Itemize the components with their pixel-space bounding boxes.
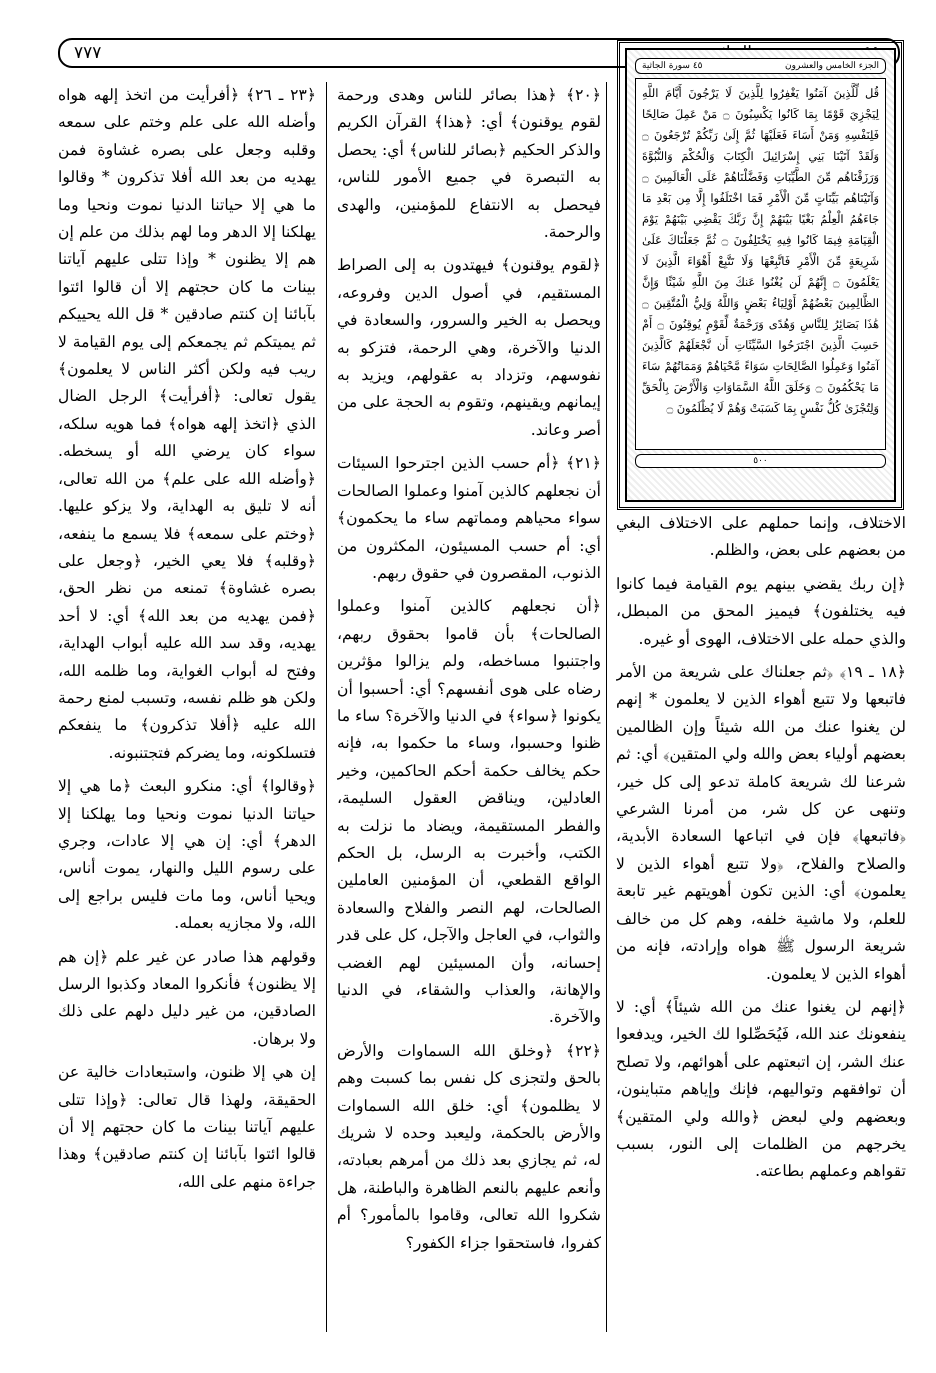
- paragraph: ﴿إنهم لن يغنوا عنك من الله شيئاً﴾ أي: لا ينفعونك عند الله، فَيُحَصِّلوا لك الخير، ويدفعوا عنك الشر، إن اتبعتهم على أهوائهم، ولا تصلح أن توافقهم وتواليهم، فإنك وإياهم متباينون، وبعضهم ولي لبعض ﴿والله ولي المتقين﴾ يخرجهم من الظلمات إلى النور، بسبب تقواهم وعملهم بطاعته.: [616, 997, 906, 1181]
- paragraph: إن هي إلا ظنون، واستبعادات خالية عن الحقيقة، ولهذا قال تعالى: ﴿وإذا تتلى عليهم آياتنا بينات ما كان حجتهم إلا أن قالوا ائتوا بآبائنا إن كنتم صادقين﴾ وهذا جراءة منهم على الله،: [58, 1063, 316, 1191]
- page-number: ٧٧٧: [74, 43, 102, 63]
- paragraph: ﴿٢٢﴾ ﴿وخلق الله السماوات والأرض بالحق ولتجزى كل نفس بما كسبت وهم لا يظلمون﴾ أي: خلق الله السماوات والأرض بالحكمة، وليعبد وحده لا شريك له، ثم يجازي بعد ذلك من أمرهم بعبادته، وأنعم عليهم بالنعم الظاهرة والباطنة، هل شكروا الله تعالى، وقاموا بالمأمور؟ أم كفروا، فاستحقوا جزاء الكفور؟: [337, 1041, 601, 1252]
- paragraph: ﴿٢١﴾ ﴿أم حسب الذين اجترحوا السيئات أن نجعلهم كالذين آمنوا وعملوا الصالحات سواء محياهم ومماتهم ساء ما يحكمون﴾ أي: أم حسب المسيئون، المكثرون من الذنوب، المقصرون في حقوق ربهم.: [337, 454, 601, 582]
- paragraph: ﴿٢٠﴾ ﴿هذا بصائر للناس وهدى ورحمة لقوم يوقنون﴾ أي: ﴿هذا﴾ القرآن الكريم والذكر الحكيم ﴿بصائر للناس﴾ أي: يحصل به التبصرة في جميع الأمور للناس، فيحصل به الانتفاع للمؤمنين، والهدى والرحمة.: [337, 86, 601, 242]
- surah-label: ٤٥ سورة الجاثية: [642, 61, 703, 71]
- paragraph: الاختلاف، وإنما حملهم على الاختلاف البغي من بعضهم على بعض، والظلم.: [616, 514, 906, 560]
- juz-label: الجزء الخامس والعشرون: [785, 61, 879, 71]
- paragraph: ﴿٢٣ ـ ٢٦﴾ ﴿أفرأيت من اتخذ إلهه هواه وأضله الله على علم وختم على سمعه وقلبه وجعل على بصره غشاوة فمن يهديه من بعد الله أفلا تذكرون * وقالوا ما هي إلا حياتنا الدنيا نموت ونحيا وما يهلكنا إلا الدهر وما لهم بذلك من علم إن هم إلا يظنون * وإذا تتلى عليهم آياتنا بينات ما كان حجتهم إلا أن قالوا ائتوا بآبائنا إن كنتم صادقين * قل الله يحييكم ثم يميتكم ثم يجمعكم إلى يوم القيامة لا ريب فيه ولكن أكثر الناس لا يعلمون﴾ يقول تعالى: ﴿أفرأيت﴾ الرجل الضال الذي ﴿اتخذ إلهه هواه﴾ فما هويه سلكه، سواء كان يرضي الله أو يسخطه. ﴿وأضله الله على علم﴾ من الله تعالى، أنه لا تليق به الهداية، ولا يزكو عليها. ﴿وختم على سمعه﴾ فلا يسمع ما ينفعه، ﴿وقلبه﴾ فلا يعي الخير، ﴿وجعل على بصره غشاوة﴾ تمنعه من نظر الحق، ﴿فمن يهديه من بعد الله﴾ أي: لا أحد يهديه، وقد سد الله عليه أبواب الهداية، وفتح له أبواب الغواية، وما ظلمه الله، ولكن هو ظلم نفسه، وتسبب لمنع رحمة الله عليه ﴿أفلا تذكرون﴾ ما ينفعكم فتسلكونه، وما يضركم فتجتنبونه.: [58, 86, 316, 762]
- paragraph: وقولهم هذا صادر عن غير علم ﴿إن هم إلا يظنون﴾ فأنكروا المعاد وكذبوا الرسل الصادقين، من غير دليل دلهم على ذلك ولا برهان.: [58, 947, 316, 1048]
- text-column-left: [58, 82, 316, 1352]
- column-divider: [326, 82, 327, 1332]
- paragraph: ﴿إن ربك يقضي بينهم يوم القيامة فيما كانوا فيه يختلفون﴾ فيميز المحق من المبطل، والذي حمله على الاختلاف، الهوى أو غيره.: [616, 574, 906, 648]
- quran-text-box: [617, 40, 904, 510]
- text-column-middle: [337, 82, 601, 1352]
- paragraph: ﴿١٨ ـ ١٩﴾ ﴿ثم جعلناك على شريعة من الأمر فاتبعها ولا تتبع أهواء الذين لا يعلمون * إنهم لن يغنوا عنك من الله شيئاً وإن الظالمين بعضهم أولياء بعض والله ولي المتقين﴾ أي: ثم شرعنا لك شريعة كاملة تدعو إلى كل خير، وتنهى عن كل شر، من أمرنا الشرعي ﴿فاتبعها﴾ فإن في اتباعها السعادة الأبدية، والصلاح والفلاح، ﴿ولا تتبع أهواء الذين لا يعلمون﴾ أي: الذين تكون أهويتهم غير تابعة للعلم، ولا ماشية خلفه، وهم كل من خالف شريعة الرسول ﷺ هواه وإرادته، فإنه من أهواء الذين لا يعلمون.: [616, 663, 906, 983]
- paragraph: ﴿أن نجعلهم كالذين آمنوا وعملوا الصالحات﴾ بأن قاموا بحقوق ربهم، واجتنبوا مساخطه، ولم يزالوا مؤثرين رضاه على هوى أنفسهم؟ أي: أحسبوا أن يكونوا ﴿سواء﴾ في الدنيا والآخرة؟ ساء ما ظنوا وحسبوا، وساء ما حكموا به، فإنه حكم يخالف حكمة أحكم الحاكمين، وخير العادلين، ويناقض العقول السليمة، والفطر المستقيمة، ويضاد ما نزلت به الكتب، وأخبرت به الرسل، بل الحكم الواقع القطعي، أن المؤمنين العاملين الصالحات، لهم النصر والفلاح والسعادة والثواب، في العاجل والآجل، كل على قدر إحسانه، وأن المسيئين لهم الغضب والإهانة، والعذاب والشقاء، في الدنيا والآخرة.: [337, 597, 601, 1027]
- mushaf-page-number: ٥٠٠: [635, 454, 886, 468]
- quran-verses: قُل لِّلَّذِينَ آمَنُوا يَغْفِرُوا لِلَّذِينَ لَا يَرْجُونَ أَيَّامَ اللَّهِ لِيَجْزِيَ قَوْمًا بِمَا كَانُوا يَكْسِبُونَ ۝ مَنْ عَمِلَ صَالِحًا فَلِنَفْسِهِ وَمَنْ أَسَاءَ فَعَلَيْهَا ثُمَّ إِلَىٰ رَبِّكُمْ تُرْجَعُونَ ۝ وَلَقَدْ آتَيْنَا بَنِي إِسْرَائِيلَ الْكِتَابَ وَالْحُكْمَ وَالنُّبُوَّةَ وَرَزَقْنَاهُم مِّنَ الطَّيِّبَاتِ وَفَضَّلْنَاهُمْ عَلَى الْعَالَمِينَ ۝ وَآتَيْنَاهُم بَيِّنَاتٍ مِّنَ الْأَمْرِ فَمَا اخْتَلَفُوا إِلَّا مِن بَعْدِ مَا جَاءَهُمُ الْعِلْمُ بَغْيًا بَيْنَهُمْ إِنَّ رَبَّكَ يَقْضِي بَيْنَهُمْ يَوْمَ الْقِيَامَةِ فِيمَا كَانُوا فِيهِ يَخْتَلِفُونَ ۝ ثُمَّ جَعَلْنَاكَ عَلَىٰ شَرِيعَةٍ مِّنَ الْأَمْرِ فَاتَّبِعْهَا وَلَا تَتَّبِعْ أَهْوَاءَ الَّذِينَ لَا يَعْلَمُونَ ۝ إِنَّهُمْ لَن يُغْنُوا عَنكَ مِنَ اللَّهِ شَيْئًا وَإِنَّ الظَّالِمِينَ بَعْضُهُمْ أَوْلِيَاءُ بَعْضٍ وَاللَّهُ وَلِيُّ الْمُتَّقِينَ ۝ هَٰذَا بَصَائِرُ لِلنَّاسِ وَهُدًى وَرَحْمَةٌ لِّقَوْمٍ يُوقِنُونَ ۝ أَمْ حَسِبَ الَّذِينَ اجْتَرَحُوا السَّيِّئَاتِ أَن نَّجْعَلَهُمْ كَالَّذِينَ آمَنُوا وَعَمِلُوا الصَّالِحَاتِ سَوَاءً مَّحْيَاهُمْ وَمَمَاتُهُمْ سَاءَ مَا يَحْكُمُونَ ۝ وَخَلَقَ اللَّهُ السَّمَاوَاتِ وَالْأَرْضَ بِالْحَقِّ وَلِتُجْزَىٰ كُلُّ نَفْسٍ بِمَا كَسَبَتْ وَهُمْ لَا يُظْلَمُونَ ۝: [635, 78, 886, 450]
- paragraph: ﴿وقالوا﴾ أي: منكرو البعث ﴿ما هي إلا حياتنا الدنيا نموت ونحيا وما يهلكنا إلا الدهر﴾ أي: إن هي إلا عادات، وجري على رسوم الليل والنهار، يموت أناس، ويحيا أناس، وما مات فليس براجع إلى الله، ولا مجازيه بعمله.: [58, 777, 316, 933]
- text-column-right: [616, 510, 906, 1350]
- paragraph: ﴿لقوم يوقنون﴾ فيهتدون به إلى الصراط المستقيم، في أصول الدين وفروعه، ويحصل به الخير والسرور، والسعادة في الدنيا والآخرة، وهي الرحمة، فتزكو به نفوسهم، وتزداد به عقولهم، ويزيد به إيمانهم ويقينهم، وتقوم به الحجة على من أصر وعاند.: [337, 256, 601, 439]
- quran-box-header: [635, 58, 886, 74]
- column-divider: [606, 82, 607, 1332]
